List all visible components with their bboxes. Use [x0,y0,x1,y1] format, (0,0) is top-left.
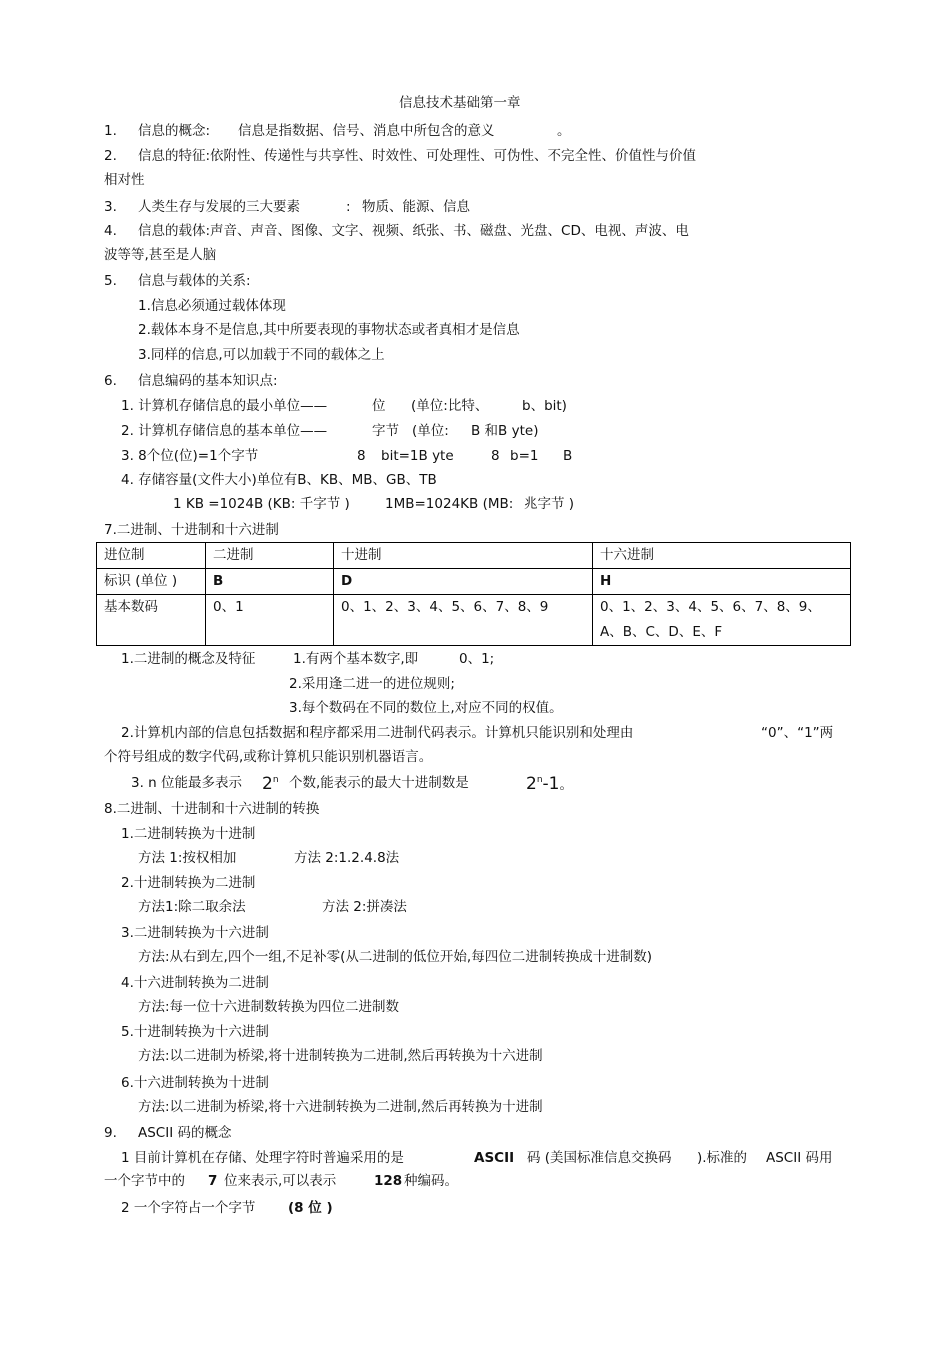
item-6-sub-3f: B [563,448,573,464]
table-header-row [97,543,851,569]
binary-3-middle: 个数,能表示的最大十进制数是 [289,775,469,791]
conversion-2-method-1: 方法1:除二取余法 [138,899,246,915]
binary-2-continuation: 个符号组成的数字代码,或称计算机只能识别机器语言。 [104,749,433,765]
item-1-end: 。 [557,123,571,139]
binary-2-symbols: “0”、“1”两 [761,725,834,741]
binary-1-feature-3: 3.每个数码在不同的数位上,对应不同的权值。 [289,700,563,716]
formula-exponent: n [536,775,543,785]
ascii-1-bits: 7 [208,1173,218,1189]
ascii-1-text: 1 目前计算机在存储、处理字符时普遍采用的是 [121,1150,404,1166]
item-6-sub-1c: (单位:比特、 [411,398,489,414]
binary-1-feature-1: 1.有两个基本数字,即 [293,651,419,667]
item-6-sub-4b: 1 KB =1024B (KB: 千字节 ) [173,496,350,512]
conversion-1-method-2: 方法 2:1.2.4.8法 [294,850,400,866]
table-cell [593,595,851,646]
item-6-sub-3a: 3. 8个位(位)=1个字节 [121,448,259,464]
conversion-4-method: 方法:每一位十六进制数转换为四位二进制数 [138,999,400,1015]
conversion-6-heading: 6.十六进制转换为十进制 [121,1075,269,1091]
table-cell-line-2: A、B、C、D、E、F [600,624,723,640]
item-5-sub-3: 3.同样的信息,可以加载于不同的载体之上 [138,347,385,363]
item-6-sub-3c: bit=1B yte [381,448,454,464]
item-6-sub-1b: 位 [372,398,386,414]
formula-base: 2 [526,774,537,794]
conversion-1-heading: 1.二进制转换为十进制 [121,826,256,842]
conversion-4-heading: 4.十六进制转换为二进制 [121,975,269,991]
table-row [97,569,851,595]
item-5-text: 信息与载体的关系: [138,273,251,289]
ascii-1-full-name: 码 (美国标准信息交换码 [527,1150,672,1166]
table-cell: B [206,569,334,595]
conversion-6-method: 方法:以二进制为桥梁,将十六进制转换为二进制,然后再转换为十进制 [138,1099,543,1115]
ascii-1-standard: ).标准的 [697,1150,748,1166]
table-cell: 基本数码 [97,595,206,646]
number-system-table [96,542,851,646]
conversion-3-method: 方法:从右到左,四个一组,不足补零(从二进制的低位开始,每四位二进制转换成十进制数) [138,949,652,965]
ascii-1-cont-c: 种编码。 [404,1173,458,1189]
formula-period: 。 [559,777,573,793]
item-6-sub-1a: 1. 计算机存储信息的最小单位—— [121,398,328,414]
item-6-sub-4: 4. 存储容量(文件大小)单位有B、KB、MB、GB、TB [121,472,437,488]
item-6-number: 6. [104,373,117,389]
ascii-1-cont-a: 一个字节中的 [104,1173,185,1189]
item-1-number: 1. [104,123,117,139]
item-5-number: 5. [104,273,117,289]
ascii-1-count: 128 [374,1173,403,1189]
item-9-number: 9. [104,1125,117,1141]
item-6-sub-4d: 兆字节 ) [524,496,575,512]
item-6-sub-2c: (单位: [412,423,449,439]
item-6-sub-2a: 2. 计算机存储信息的基本单位—— [121,423,328,439]
item-3-colon: : [346,199,351,215]
item-6-sub-3d: 8 [491,448,500,464]
item-6-sub-3e: b=1 [510,448,539,464]
page-title: 信息技术基础第一章 [399,95,521,111]
binary-1-heading: 1.二进制的概念及特征 [121,651,256,667]
conversion-2-heading: 2.十进制转换为二进制 [121,875,256,891]
formula-exponent: n [272,775,279,785]
item-7-heading: 7.二进制、十进制和十六进制 [104,522,279,538]
ascii-1-cont-b: 位来表示,可以表示 [224,1173,337,1189]
item-4-continuation: 波等等,甚至是人脑 [104,247,217,263]
item-6-sub-2b: 字节 [372,423,399,439]
binary-3-max-formula [526,771,573,794]
table-cell: 标识 (单位 ) [97,569,206,595]
ascii-1-code: ASCII 码用 [766,1150,833,1166]
table-cell: H [593,569,851,595]
binary-1-feature-2: 2.采用逢二进一的进位规则; [289,676,455,692]
table-cell: 0、1、2、3、4、5、6、7、8、9 [334,595,593,646]
item-6-sub-2d: B 和B yte) [471,423,539,439]
table-header-cell: 十六进制 [593,543,851,569]
item-3-value: 物质、能源、信息 [362,199,470,215]
conversion-3-heading: 3.二进制转换为十六进制 [121,925,269,941]
formula-base: 2 [262,774,273,794]
item-2-continuation: 相对性 [104,172,145,188]
ascii-2-bits: (8 位 ) [288,1200,333,1216]
item-1-label: 信息的概念: [138,123,211,139]
conversion-5-heading: 5.十进制转换为十六进制 [121,1024,269,1040]
table-header-cell: 十进制 [334,543,593,569]
item-1-text: 信息是指数据、信号、消息中所包含的意义 [238,123,495,139]
table-header-cell: 二进制 [206,543,334,569]
item-5-sub-1: 1.信息必须通过载体体现 [138,298,286,314]
binary-3-text: 3. n 位能最多表示 [131,775,243,791]
conversion-1-method-1: 方法 1:按权相加 [138,850,237,866]
binary-2-text: 2.计算机内部的信息包括数据和程序都采用二进制代码表示。计算机只能识别和处理由 [121,725,634,741]
table-cell: D [334,569,593,595]
conversion-2-method-2: 方法 2:拼凑法 [322,899,407,915]
item-2-number: 2. [104,148,117,164]
binary-1-feature-1-digits: 0、1; [459,651,495,667]
conversion-5-method: 方法:以二进制为桥梁,将十进制转换为二进制,然后再转换为十六进制 [138,1048,543,1064]
item-9-heading: ASCII 码的概念 [138,1125,232,1141]
item-4-text: 信息的载体:声音、声音、图像、文字、视频、纸张、书、磁盘、光盘、CD、电视、声波、电 [138,223,689,239]
item-6-text: 信息编码的基本知识点: [138,373,278,389]
binary-3-formula [262,771,279,794]
item-5-sub-2: 2.载体本身不是信息,其中所要表现的事物状态或者真相才是信息 [138,322,520,338]
formula-minus-one: -1 [542,774,560,794]
item-6-sub-3b: 8 [357,448,366,464]
item-2-text: 信息的特征:依附性、传递性与共享性、时效性、可处理性、可伪性、不完全性、价值性与价值 [138,148,697,164]
item-8-heading: 8.二进制、十进制和十六进制的转换 [104,801,320,817]
ascii-2-text: 2 一个字符占一个字节 [121,1200,256,1216]
table-header-cell: 进位制 [97,543,206,569]
item-6-sub-1d: b、bit) [522,398,567,414]
table-cell: 0、1 [206,595,334,646]
table-row [97,595,851,646]
item-6-sub-4c: 1MB=1024KB (MB: [385,496,514,512]
table-cell-line-1: 0、1、2、3、4、5、6、7、8、9、 [600,599,821,615]
item-3-text: 人类生存与发展的三大要素 [138,199,300,215]
ascii-1-term: ASCII [474,1150,515,1166]
item-4-number: 4. [104,223,117,239]
item-3-number: 3. [104,199,117,215]
